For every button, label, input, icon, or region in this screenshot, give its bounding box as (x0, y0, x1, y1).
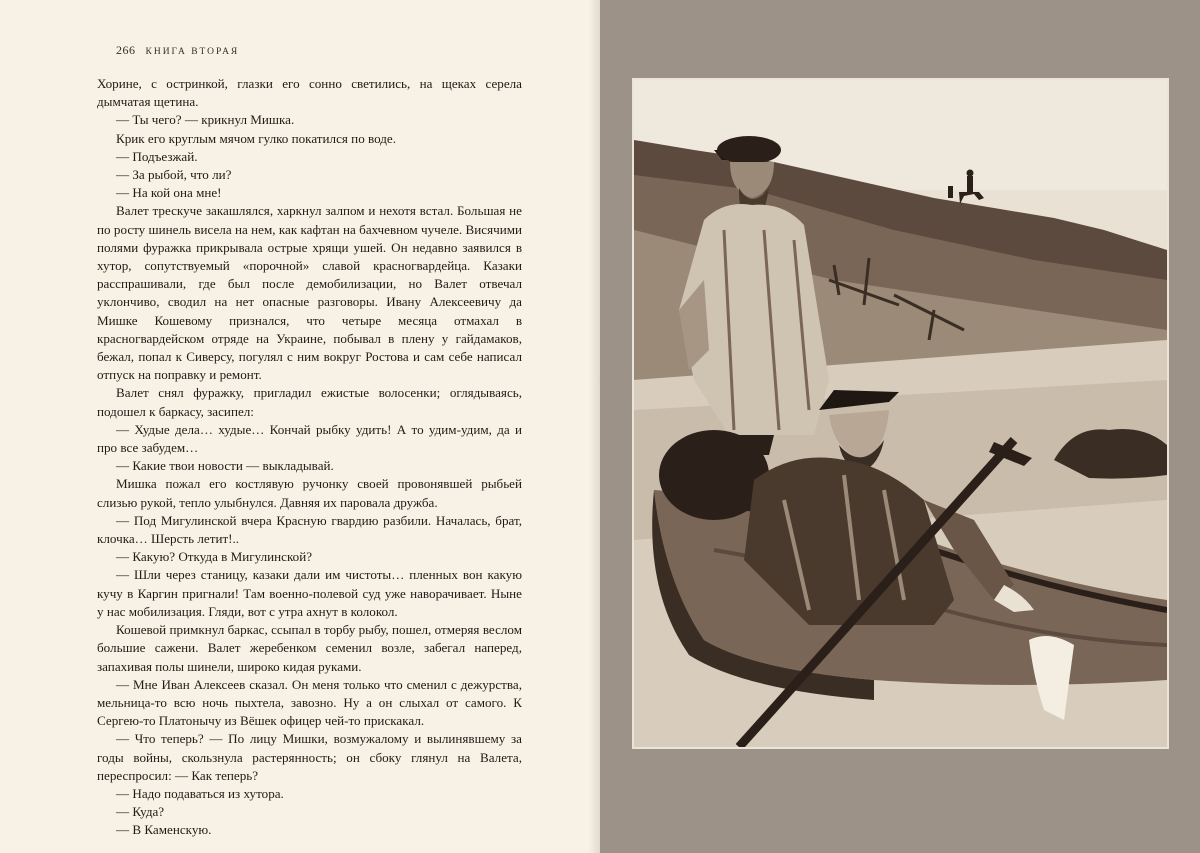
paragraph: Хорине, с остринкой, глазки его сонно светились, на щеках серела дымчатая щетина. (97, 76, 522, 110)
paragraph: Валет трескуче закашлялся, харкнул залпом и нехотя встал. Большая не по росту шинель висела на нем, как кафтан на бахчевном чучеле. Висячими полями фуражка прикрывала острые хрящи ушей. Он недавно заявился в хутор, сопутствуемый «порочной» славой красногвардейца. Казаки расспрашивали, где был после демобилизации, но Валет отвечал уклончиво, сводил на нет опасные разговоры. Ивану Алексеевичу да Мишке Кошевому признался, что четыре месяца отмахал в красногвардейском отряде на Украине, побывал в плену у гайдамаков, бежал, попал к Сиверсу, погулял с ним вокруг Ростова и сам себе написал отпуск на поправку и ремонт. (97, 203, 522, 383)
paragraph: — За рыбой, что ли? (116, 167, 232, 183)
paragraph: — Шли через станицу, казаки дали им чистоты… пленных вон какую кучу в Каргин пригнали! Там военно-полевой суд уже наворачивает. Ныне у нас мобилизация. Гляди, вот с утра ахнут в колокол. (97, 567, 522, 619)
paragraph: — Худые дела… худые… Кончай рыбку удить! А то удим-удим, да и про все забудем… (97, 421, 522, 456)
body-text (97, 75, 522, 840)
running-head (116, 43, 239, 58)
paragraph: — Надо подаваться из хутора. (116, 785, 284, 801)
illustration-drawing (634, 80, 1167, 747)
paragraph: Мишка пожал его костлявую ручонку своей провонявшей рыбьей слизью рукой, тепло улыбнулся. Давняя их паровала дружба. (97, 476, 522, 510)
paragraph: Валет снял фуражку, пригладил ежистые волосенки; оглядываясь, подошел к баркасу, засипел: (97, 385, 522, 419)
paragraph: — Ты чего? — крикнул Мишка. (116, 112, 295, 128)
paragraph: Кошевой примкнул баркас, ссыпал в торбу рыбу, пошел, отмеряя веслом большие сажени. Валет жеребенком семенил возле, забегал наперед, запахивая полы шинели, широко кидая руками. (97, 622, 522, 674)
paragraph: — Какие твои новости — выкладывай. (116, 458, 334, 474)
paragraph: — Мне Иван Алексеев сказал. Он меня только что сменил с дежурства, мельница-то всю ночь пыхтела, завозно. Ну а он слыхал от самого. К Сергею-то Платонычу из Вёшек офицер чей-то прискакал. (97, 676, 522, 729)
paragraph: — В Каменскую. (116, 822, 212, 838)
paragraph: — Что теперь? — По лицу Мишки, возмужалому и вылинявшему за годы войны, скользнула растерянность; он сбоку глянул на Валета, переспросил: — Как теперь? (97, 731, 522, 783)
page-number: 266 (116, 43, 136, 57)
paragraph: — Под Мигулинской вчера Красную гвардию разбили. Началась, брат, клочка… Шерсть летит!.. (97, 512, 522, 547)
paragraph: — Какую? Откуда в Мигулинской? (116, 549, 313, 565)
paragraph: — На кой она мне! (116, 185, 222, 201)
illustration (632, 78, 1169, 749)
paragraph: — Куда? (116, 804, 165, 820)
paragraph: — Подъезжай. (116, 148, 198, 164)
section-title: КНИГА ВТОРАЯ (145, 47, 240, 57)
paragraph: Крик его круглым мячом гулко покатился по воде. (116, 130, 397, 146)
